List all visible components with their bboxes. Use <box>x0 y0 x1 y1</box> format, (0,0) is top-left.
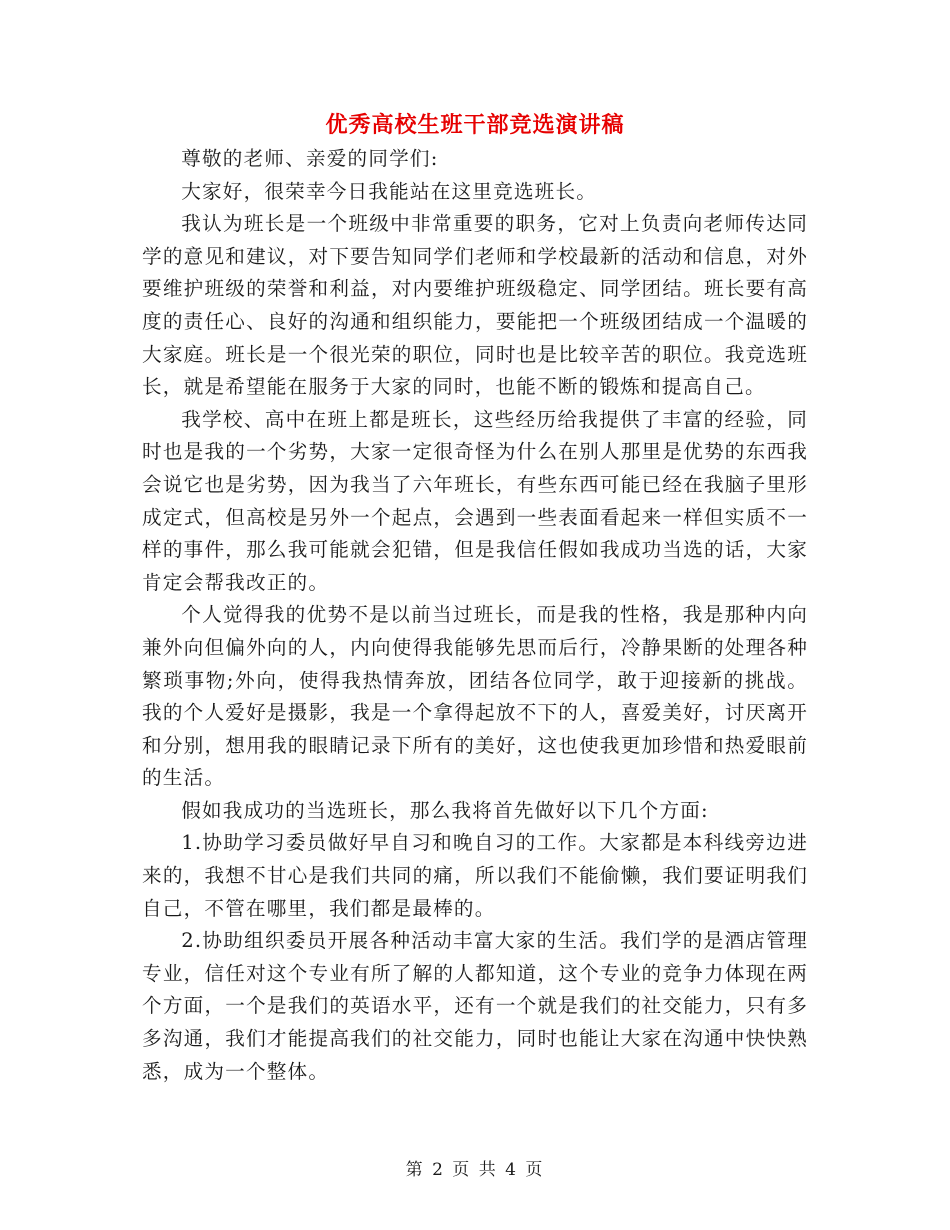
page-number-footer: 第 2 页 共 4 页 <box>405 1160 545 1180</box>
document-title: 优秀高校生班干部竞选演讲稿 <box>325 112 625 138</box>
paragraph-salutation: 尊敬的老师、亲爱的同学们: <box>181 147 439 170</box>
paragraph-experience: 我学校、高中在班上都是班长，这些经历给我提供了丰富的经验，同时也是我的一个劣势，大家一定很奇怪为什么在别人那里是优势的东西我会说它也是劣势，因为我当了六年班长，有些东西可能已经在我脑子里形成定式，但高校是另外一个起点，会遇到一些表面看起来一样但实质不一样的事件，那么我可能就会犯错，但是我信任假如我成功当选的话，大家肯定会帮我改正的。 <box>142 407 808 594</box>
paragraph-plan-item-1: 1.协助学习委员做好早自习和晚自习的工作。大家都是本科线旁边进来的，我想不甘心是我们共同的痛，所以我们不能偷懒，我们要证明我们自己，不管在哪里，我们都是最棒的。 <box>142 831 808 920</box>
document-body <box>142 143 808 1088</box>
paragraph-personality: 个人觉得我的优势不是以前当过班长，而是我的性格，我是那种内向兼外向但偏外向的人，内向使得我能够先思而后行，冷静果断的处理各种繁琐事物;外向，使得我热情奔放，团结各位同学，敢于迎接新的挑战。我的个人爱好是摄影，我是一个拿得起放不下的人，喜爱美好，讨厌离开和分别，想用我的眼睛记录下所有的美好，这也使我更加珍惜和热爱眼前的生活。 <box>142 603 808 790</box>
paragraph-plan-intro: 假如我成功的当选班长，那么我将首先做好以下几个方面: <box>181 798 709 822</box>
paragraph-role-of-monitor: 我认为班长是一个班级中非常重要的职务，它对上负责向老师传达同学的意见和建议，对下要告知同学们老师和学校最新的活动和信息，对外要维护班级的荣誉和利益，对内要维护班级稳定、同学团结。班长要有高度的责任心、良好的沟通和组织能力，要能把一个班级团结成一个温暖的大家庭。班长是一个很光荣的职位，同时也是比较辛苦的职位。我竞选班长，就是希望能在服务于大家的同时，也能不断的锻炼和提高自己。 <box>142 212 808 399</box>
paragraph-greeting: 大家好，很荣幸今日我能站在这里竞选班长。 <box>181 179 598 203</box>
paragraph-plan-item-2: 2.协助组织委员开展各种活动丰富大家的生活。我们学的是酒店管理专业，信任对这个专业有所了解的人都知道，这个专业的竞争力体现在两个方面，一个是我们的英语水平，还有一个就是我们的社交能力，只有多多沟通，我们才能提高我们的社交能力，同时也能让大家在沟通中快快熟悉，成为一个整体。 <box>142 929 808 1083</box>
